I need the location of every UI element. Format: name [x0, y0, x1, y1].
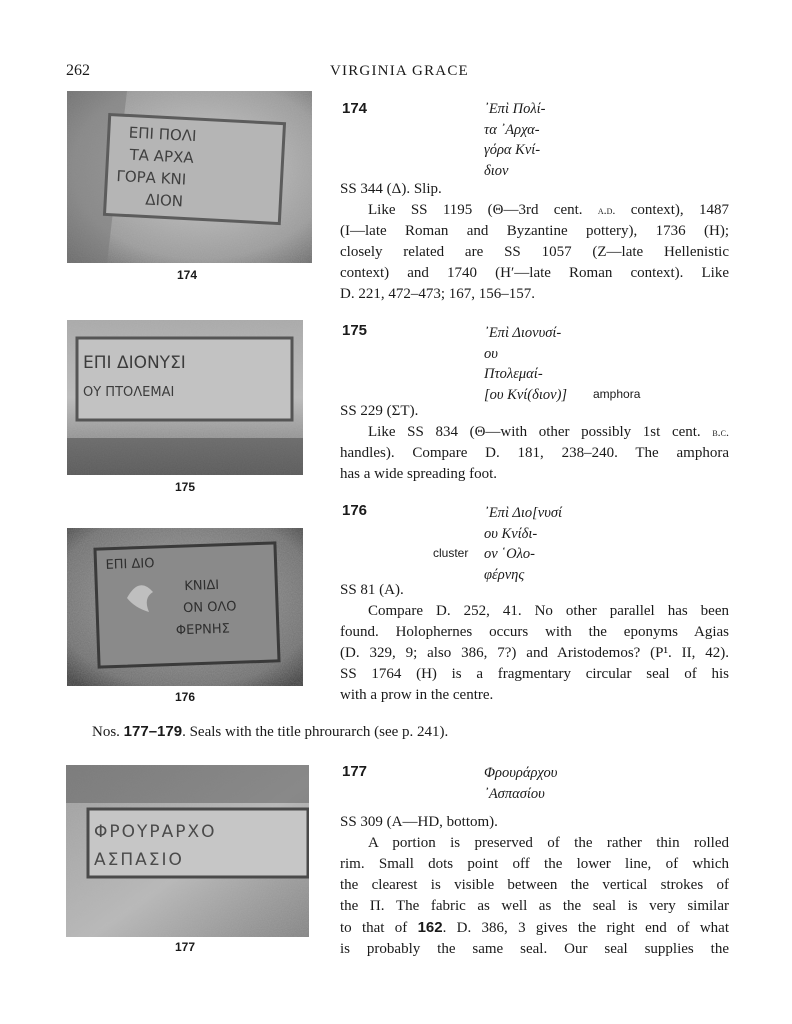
body-line: context) and 1740 (H′—late Roman context). Like	[340, 265, 729, 281]
era-abbrev: a.d.	[597, 203, 616, 217]
greek-line: ᾿Επὶ Διονυσί-	[484, 325, 562, 341]
body-line: A portion is preserved of the rather thin rolled	[368, 835, 729, 851]
figure-caption-175: 175	[174, 480, 196, 494]
grouping-label: cluster	[433, 546, 469, 560]
stamp-photo-176	[67, 528, 303, 686]
greek-inscription-177	[484, 763, 557, 804]
body-line: found. Holophernes occurs with the eponyms Agias	[340, 624, 729, 640]
entry-number-177: 177	[342, 763, 368, 780]
stamp-175-line1: ΕΠΙ ΔΙΟΝΥΣΙ	[83, 353, 186, 373]
running-head-author: VIRGINIA GRACE	[330, 63, 469, 79]
greek-line: ου	[484, 345, 498, 362]
cross-reference-number[interactable]: 162	[417, 919, 443, 936]
stamp-177-line1: ΦΡΟΥΡΑΡΧΟ	[94, 822, 217, 842]
body-line: handles). Compare D. 181, 238–240. The amphora	[340, 445, 729, 461]
body-line: D. 221, 472–473; 167, 156–157.	[340, 286, 535, 302]
stamp-174-line4: ΔΙΟΝ	[144, 190, 184, 211]
entry-number-175: 175	[342, 322, 368, 339]
section-range: 177–179	[123, 723, 183, 740]
stamp-176-line3: ΟΝ ΟΛΟ	[182, 599, 237, 617]
stamp-174-line2: ΤΑ ΑΡΧΑ	[129, 145, 195, 167]
stamp-175-line2: ΟΥ ΠΤΟΛΕΜΑΙ	[83, 385, 175, 400]
section-heading	[92, 723, 448, 741]
greek-line: Φρουράρχου	[484, 765, 558, 781]
body-text-175	[340, 422, 729, 485]
entry-number-174: 174	[342, 100, 368, 117]
greek-line: ᾿Επὶ Πολί-	[484, 101, 546, 117]
figure-caption-174: 174	[176, 268, 198, 282]
stamp-photo-175	[67, 320, 303, 475]
body-line: (I—late Roman and Byzantine pottery), 1736 (H);	[340, 223, 729, 239]
body-line: the clearest is visible between the vertical strokes of	[340, 877, 729, 893]
body-line-tail: . D. 386, 3 gives the right end of what	[442, 920, 730, 936]
reference-174: SS 344 (Δ). Slip.	[340, 181, 442, 197]
stamp-176-line1: ΕΠΙ ΔΙΟ	[105, 556, 155, 573]
body-line: Like SS 1195 (Θ—3rd cent.	[368, 202, 598, 218]
greek-line: γόρα Κνί-	[484, 142, 541, 158]
figure-caption-176: 176	[174, 690, 196, 704]
figure-caption-177: 177	[174, 940, 196, 954]
stamp-174-line3: ΓΟΡΑ ΚΝΙ	[116, 166, 187, 189]
greek-inscription-176	[484, 503, 562, 585]
greek-line: διον	[484, 162, 509, 179]
reference-175: SS 229 (ΣΤ).	[340, 403, 419, 419]
section-text: . Seals with the title phrourarch (see p. 241).	[182, 724, 449, 740]
stamp-photo-177	[66, 765, 309, 937]
body-line: Like SS 834 (Θ—with other possibly 1st cent.	[368, 424, 713, 440]
stamp-177-line2: ΑΣΠΑΣΙΟ	[94, 850, 184, 870]
body-line: is probably the same seal. Our seal supplies the	[340, 941, 729, 957]
stamp-photo-174	[67, 91, 312, 263]
body-line: Compare D. 252, 41. No other parallel has been	[368, 603, 729, 619]
body-text-177	[340, 833, 729, 960]
page-number: 262	[66, 62, 90, 79]
greek-line: Πτολεμαί-	[484, 366, 543, 382]
greek-line: [ου Κνί(διον)]	[484, 386, 568, 403]
greek-line: ον ῾Ολο-	[484, 546, 535, 562]
body-line: to that of	[340, 920, 418, 936]
greek-line: ᾿Επὶ Διο[νυσί	[484, 505, 563, 521]
stamp-176-line4: ΦΕΡΝΗΣ	[175, 621, 231, 639]
greek-line: τα ᾿Αρχα-	[484, 121, 540, 138]
body-line: (D. 329, 9; also 386, 7?) and Aristodemos? (P¹. II, 42).	[340, 645, 729, 661]
greek-line: φέρνης	[484, 566, 525, 583]
reference-177: SS 309 (A—HD, bottom).	[340, 814, 498, 830]
greek-inscription-175	[484, 323, 567, 405]
greek-inscription-174	[484, 99, 545, 181]
stamp-176-line2: ΚΝΙΔΙ	[184, 577, 220, 595]
greek-line: ου Κνίδι-	[484, 525, 538, 542]
body-text-174	[340, 200, 729, 305]
body-line: the Π. The fabric as well as the seal is very similar	[340, 898, 729, 914]
reference-176: SS 81 (A).	[340, 582, 404, 598]
body-line: rim. Small dots point off the lower line, of which	[340, 856, 729, 872]
vessel-type-label: amphora	[593, 387, 641, 401]
body-line: has a wide spreading foot.	[340, 466, 498, 482]
body-line: SS 1764 (H) is a fragmentary circular seal of his	[340, 666, 729, 682]
body-line-tail: context), 1487	[615, 202, 729, 218]
entry-number-176: 176	[342, 502, 368, 519]
stamp-174-line1: ΕΠΙ ΠΟΛΙ	[128, 123, 197, 146]
greek-line: ᾿Ασπασίου	[484, 785, 545, 802]
body-line: with a prow in the centre.	[340, 687, 494, 703]
era-abbrev: b.c.	[712, 425, 729, 439]
body-text-176	[340, 601, 729, 706]
section-prefix: Nos.	[92, 724, 124, 740]
body-line: closely related are SS 1057 (Z—late Hellenistic	[340, 244, 729, 260]
